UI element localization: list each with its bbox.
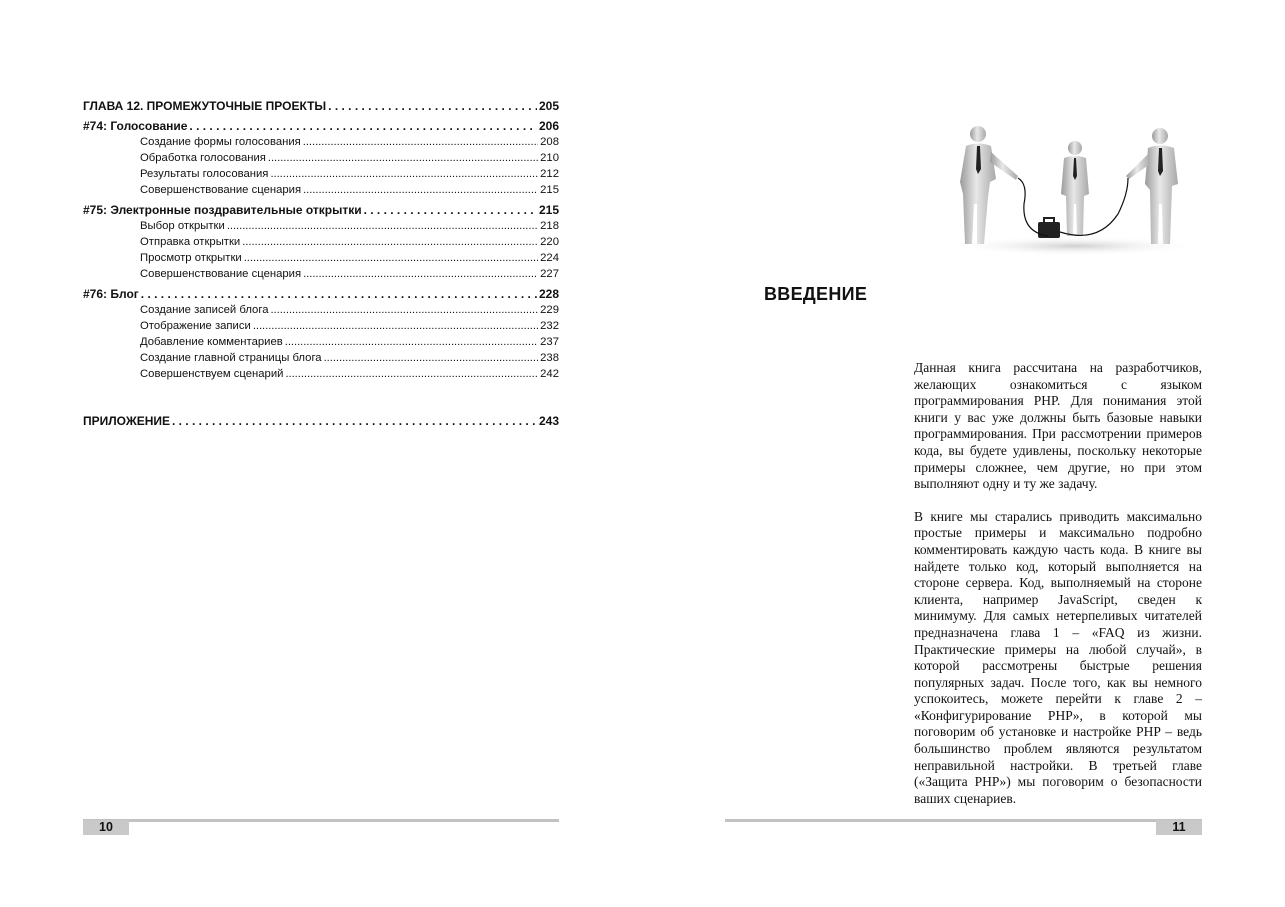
toc-entry-page: 210	[540, 152, 559, 164]
toc-entry-page: 238	[540, 352, 559, 364]
toc-subentry[interactable]	[83, 266, 559, 282]
toc-leader-dots	[285, 366, 538, 382]
toc-leader-dots	[303, 182, 538, 198]
toc-leader-dots	[270, 166, 538, 182]
toc-subentry[interactable]	[83, 366, 559, 382]
toc-leader-dots	[270, 302, 538, 318]
toc-leader-dots	[189, 118, 537, 134]
toc-appendix[interactable]	[83, 413, 559, 429]
toc-leader-dots	[285, 334, 538, 350]
paragraph: Данная книга рассчитана на разработчиков, желающих ознакомиться с языком программирования PHP. Для понимания этой книги у вас уже должны быть базовые навыки программирования. При рассмотрении примеров кода, вы будете удивлены, поскольку некоторые примеры сложнее, чем другие, но при этом выполняют одну и ту же задачу.	[914, 360, 1202, 492]
toc-leader-dots	[242, 234, 538, 250]
toc-subentry[interactable]	[83, 218, 559, 234]
toc-leader-dots	[268, 150, 538, 166]
toc-leader-dots	[364, 202, 537, 218]
toc-subentry[interactable]	[83, 134, 559, 150]
toc-leader-dots	[253, 318, 538, 334]
toc-entry-page: 212	[540, 168, 559, 180]
right-footer-rule	[725, 819, 1202, 822]
toc-entry-page: 243	[538, 414, 559, 428]
toc-entry-title: #74: Голосование	[83, 119, 188, 133]
toc-entry-title: Отображение записи	[140, 320, 251, 332]
toc-chapter-12[interactable]	[83, 98, 559, 114]
toc-leader-dots	[303, 266, 538, 282]
toc-entry-page: 224	[540, 252, 559, 264]
toc-subentry[interactable]	[83, 250, 559, 266]
toc-entry-title: Создание формы голосования	[140, 136, 301, 148]
left-page-number: 10	[83, 820, 129, 835]
toc-entry-page: 206	[538, 119, 559, 133]
toc-entry-page: 215	[540, 184, 559, 196]
middle-figure	[1061, 141, 1089, 236]
chapter-heading: ВВЕДЕНИЕ	[764, 284, 868, 304]
left-footer-rule	[83, 819, 559, 822]
toc-entry-title: #76: Блог	[83, 287, 139, 301]
toc-entry-title: ГЛАВА 12. ПРОМЕЖУТОЧНЫЕ ПРОЕКТЫ	[83, 99, 327, 113]
toc-entry-page: 218	[540, 220, 559, 232]
toc-entry-title: Обработка голосования	[140, 152, 266, 164]
toc-subentry[interactable]	[83, 150, 559, 166]
toc-subentry[interactable]	[83, 234, 559, 250]
toc-leader-dots	[324, 350, 539, 366]
toc-entry-page: 242	[540, 368, 559, 380]
toc-subentry[interactable]	[83, 302, 559, 318]
toc-leader-dots	[141, 286, 537, 302]
toc-entry-title: Выбор открытки	[140, 220, 225, 232]
toc-leader-dots	[328, 98, 537, 114]
toc-entry-page: 215	[538, 203, 559, 217]
toc-subentry[interactable]	[83, 318, 559, 334]
left-figure	[960, 126, 1018, 244]
toc-entry-title: Совершенствование сценария	[140, 184, 302, 196]
toc-entry-title: Результаты голосования	[140, 168, 269, 180]
toc-subentry[interactable]	[83, 334, 559, 350]
toc-entry-title: #75: Электронные поздравительные открытки	[83, 203, 362, 217]
toc-entry-title: Совершенствуем сценарий	[140, 368, 284, 380]
toc-section-74[interactable]	[83, 118, 559, 134]
toc-entry-title: Совершенствование сценария	[140, 268, 302, 280]
toc-section-75[interactable]	[83, 202, 559, 218]
toc-leader-dots	[227, 218, 538, 234]
toc-leader-dots	[244, 250, 538, 266]
toc-subentry[interactable]	[83, 350, 559, 366]
toc-leader-dots	[303, 134, 538, 150]
toc-entry-title: Создание записей блога	[140, 304, 269, 316]
toc-subentry[interactable]	[83, 182, 559, 198]
right-page-number: 11	[1156, 820, 1202, 835]
right-figure	[1126, 128, 1178, 244]
toc-entry-title: Создание главной страницы блога	[140, 352, 322, 364]
toc-entry-page: 205	[538, 99, 559, 113]
toc-entry-title: ПРИЛОЖЕНИЕ	[83, 414, 170, 428]
toc-leader-dots	[172, 413, 537, 429]
toc-entry-page: 237	[540, 336, 559, 348]
toc-entry-page: 232	[540, 320, 559, 332]
business-figures-illustration	[948, 124, 1202, 258]
toc-entry-page: 220	[540, 236, 559, 248]
toc-section-76[interactable]	[83, 286, 559, 302]
toc-entry-page: 227	[540, 268, 559, 280]
toc-entry-title: Просмотр открытки	[140, 252, 242, 264]
toc-entry-page: 228	[538, 287, 559, 301]
toc-entry-page: 208	[540, 136, 559, 148]
toc-entry-title: Добавление комментариев	[140, 336, 283, 348]
toc-entry-page: 229	[540, 304, 559, 316]
intro-body	[914, 360, 1202, 807]
toc-entry-title: Отправка открытки	[140, 236, 241, 248]
toc-subentry[interactable]	[83, 166, 559, 182]
table-of-contents	[83, 98, 559, 429]
paragraph: В книге мы старались приводить максимально простые примеры и максимально подробно комментировать каждую часть кода. В книге вы найдете только код, который выполняется на стороне сервера. Код, выполняемый на стороне клиента, например JavaScript, сведен к минимуму. Для самых нетерпеливых читателей предназначена глава 1 – «FAQ из жизни. Практические примеры на любой случай», в которой рассмотрены быстрые решения популярных задач. После того, как вы немного успокоитесь, можете перейти к главе 2 – «Конфигурирование PHP», в которой мы поговорим об установке и настройке PHP – ведь большинство проблем являются результатом неправильной настройки. В третьей главе («Защита PHP») мы поговорим о безопасности ваших сценариев.	[914, 508, 1202, 806]
